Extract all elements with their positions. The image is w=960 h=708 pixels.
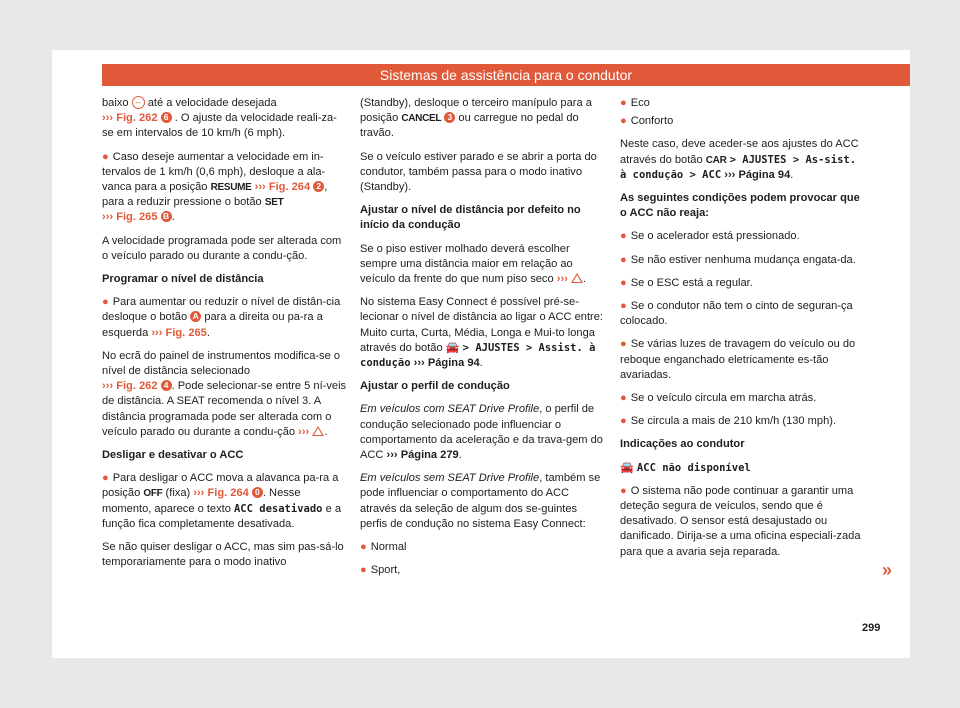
column-1 [102, 96, 348, 578]
bullet-icon: ● [620, 338, 627, 351]
paragraph: Neste caso, deve aceder-se aos ajustes do ACC através do botão CAR > AJUSTES > As-sist. à condução > ACC ››› Página 94. [620, 138, 859, 181]
reference-arrows: ››› [298, 425, 310, 438]
bullet-icon: ● [102, 150, 109, 163]
paragraph [102, 96, 348, 142]
off-symbol: OFF [143, 488, 163, 500]
bullet-icon: ● [620, 230, 627, 243]
column-3 [620, 96, 866, 568]
acc-indicator-icon: 🚘 [620, 461, 634, 474]
figure-link[interactable]: ››› Fig. 264 [254, 181, 311, 194]
bullet-icon: ● [620, 115, 627, 128]
resume-symbol: RESUME [210, 182, 252, 194]
page-header: Sistemas de assistência para o condutor [102, 64, 910, 86]
callout-number: 6 [161, 112, 172, 123]
bullet-icon: ● [620, 392, 627, 405]
paragraph: No sistema Easy Connect é possível pré-se-lecionar o nível de distância ao ligar o ACC entre: Muito curta, Curta, Média, Longa e Mui-to longa através do botão 🚘 > AJUSTES > Assist. à condução ››› Página 94. [360, 296, 603, 370]
section-heading: Indicações ao condutor [620, 438, 745, 451]
page-link[interactable]: ››› Página 94 [413, 357, 480, 370]
minus-button-icon: – [132, 96, 145, 109]
text: até a velocidade desejada [147, 97, 277, 109]
paragraph: A velocidade programada pode ser alterada com o veículo parado ou durante a condu-ção. [102, 234, 342, 262]
section-heading: Ajustar o perfil de condução [360, 380, 510, 393]
paragraph: Em veículos sem SEAT Drive Profile, também se pode influenciar o comportamento do ACC através da seleção de algum dos se-guintes perfis de condução no sistema Easy Connect: [360, 472, 601, 530]
bullet-item: ● Se circula a mais de 210 km/h (130 mph). [620, 415, 837, 428]
display-message: ACC desativado [233, 502, 323, 515]
callout-letter: B [161, 211, 172, 222]
set-symbol: SET [264, 197, 284, 209]
bullet-item: ● Normal [360, 541, 407, 554]
text: . O ajuste da velocidade reali-za-se em intervalos de 10 km/h (6 mph). [102, 112, 337, 140]
paragraph: Se o piso estiver molhado deverá escolher sempre uma distância maior em relação ao veículo da frente do que num piso seco ››› . [360, 242, 587, 286]
bullet-icon: ● [360, 541, 367, 554]
section-heading: Ajustar o nível de distância por defeito no início da condução [360, 204, 581, 232]
page-link[interactable]: ››› Página 94 [724, 168, 791, 181]
callout-number: 2 [313, 181, 324, 192]
cancel-symbol: CANCEL [401, 113, 442, 125]
section-heading: Programar o nível de distância [102, 273, 264, 286]
bullet-item: ● Conforto [620, 115, 674, 128]
bullet-item: ● Se várias luzes de travagem do veículo ou do reboque enganchado eletricamente es-tão avariadas. [620, 338, 856, 381]
bullet-icon: ● [620, 276, 627, 289]
callout-letter: A [190, 311, 201, 322]
bullet-icon: ● [620, 415, 627, 428]
callout-number: 0 [252, 487, 263, 498]
bullet-item: ● Se o condutor não tem o cinto de seguran-ça colocado. [620, 300, 853, 328]
bullet-item: ● Eco [620, 97, 650, 109]
section-heading: Desligar e desativar o ACC [102, 449, 244, 462]
callout-number: 4 [161, 380, 172, 391]
page-number: 299 [862, 622, 881, 634]
figure-link[interactable]: ››› Fig. 262 [102, 380, 158, 393]
figure-link[interactable]: ››› Fig. 264 [193, 487, 249, 500]
warning-icon [312, 426, 324, 436]
bullet-icon: ● [102, 296, 109, 309]
bullet-item: ● Se o ESC está a regular. [620, 276, 753, 289]
column-2 [360, 96, 606, 586]
bullet-icon: ● [360, 564, 367, 577]
bullet-item: ● Se o veículo circula em marcha atrás. [620, 392, 817, 405]
figure-link[interactable]: ››› Fig. 262 [102, 112, 158, 125]
paragraph: Em veículos com SEAT Drive Profile, o perfil de condução selecionado pode influenciar o comportamento da aceleração e da trava-gem do ACC ››› Página 279. [360, 403, 603, 462]
car-symbol: CAR [705, 154, 727, 166]
paragraph: (Standby), desloque o terceiro manípulo para a posição CANCEL 3 ou carregue no pedal do travão. [360, 97, 592, 140]
bullet-item: ● Se o acelerador está pressionado. [620, 230, 800, 243]
page-link[interactable]: ››› Página 279 [386, 449, 459, 462]
callout-number: 3 [444, 112, 455, 123]
bullet-item: ● O sistema não pode continuar a garantir uma deteção segura de veículos, sendo que é desativado. O sensor está desajustado ou danificado. Dirija-se a uma oficina especiali-zada para que a avaria seja reparada. [620, 484, 861, 558]
reference-arrows: ››› [556, 273, 568, 286]
menu-path: > AJUSTES > Assist. à condução [360, 341, 596, 370]
indicator-message: 🚘 ACC não disponível [620, 461, 751, 474]
bullet-item: ● Para aumentar ou reduzir o nível de distân-cia desloque o botão A para a direita ou pa-ra a esquerda ››› Fig. 265. [102, 296, 341, 339]
bullet-icon: ● [620, 253, 627, 266]
warning-icon [571, 273, 583, 283]
menu-path: > AJUSTES > As-sist. à condução > ACC [620, 153, 857, 181]
figure-link[interactable]: ››› Fig. 265 [102, 211, 158, 224]
bullet-item: ● Caso deseje aumentar a velocidade em in-tervalos de 1 km/h (0,6 mph), desloque a ala-vanca para a posição RESUME ››› Fig. 264 2 , para a reduzir pressione o botão SET ››› Fig. 265 B . [102, 150, 328, 224]
bullet-item: ● Sport, [360, 564, 401, 577]
paragraph: No ecrã do painel de instrumentos modifica-se o nível de distância selecionado ››› Fig. 262 4 . Pode selecionar-se entre 5 ní-veis de distância. A SEAT recomenda o nível 3. A distância programada pode ser alterada com o veículo parado ou durante a condu-ção ››› . [102, 349, 347, 438]
paragraph: Se não quiser desligar o ACC, mas sim pas-sá-lo temporariamente para o modo inativo [102, 541, 344, 569]
car-icon: 🚘 [445, 341, 460, 354]
figure-link[interactable]: ››› Fig. 265 [151, 326, 207, 339]
bullet-item: ● Para desligar o ACC mova a alavanca pa-ra a posição OFF (fixa) ››› Fig. 264 0 . Nesse momento, aparece o texto ACC desativado e a função fica completamente desativada. [102, 472, 342, 530]
continue-arrow-icon: » [882, 560, 893, 580]
bullet-icon: ● [620, 300, 627, 313]
text: baixo [102, 97, 129, 109]
bullet-item: ● Se não estiver nenhuma mudança engata-da. [620, 253, 856, 266]
bullet-icon: ● [620, 97, 627, 109]
paragraph: Se o veículo estiver parado e se abrir a porta do condutor, também passa para o modo inativo (Standby). [360, 150, 597, 194]
bullet-icon: ● [102, 472, 109, 485]
bullet-icon: ● [620, 484, 627, 497]
section-heading: As seguintes condições podem provocar que o ACC não reaja: [620, 192, 860, 220]
manual-page [52, 50, 910, 658]
